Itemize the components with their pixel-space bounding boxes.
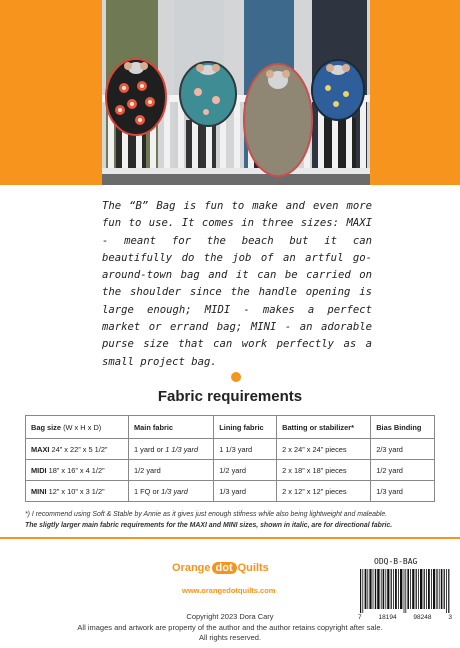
cell-batting: 2 x 18” x 18” pieces (277, 460, 371, 481)
header-main-fabric: Main fabric (129, 416, 214, 439)
main-fabric-directional: 1/3 yard (161, 486, 188, 496)
barcode-digit-group: 7 (358, 614, 362, 621)
main-fabric-value: 1/2 yard (134, 465, 161, 475)
barcode-digit-group: 98248 (413, 614, 432, 621)
copyright-notice (0, 612, 460, 644)
header-bag-size-sub: (W x H x D) (63, 422, 102, 432)
size-name: MAXI (31, 444, 50, 454)
copyright-rights-line: All images and artwork are property of the author and the author retains copyright after sale. (77, 622, 383, 632)
cell-bias: 1/2 yard (371, 460, 435, 481)
table-row (26, 481, 435, 502)
batting-footnote: *) I recommend using Soft & Stable by Annie as it gives just enough stifness while also being lightweight and maleable. (25, 511, 388, 518)
table-header-row (26, 416, 435, 439)
size-dims: 12” x 10” x 3 1/2” (48, 486, 105, 496)
cell-size (26, 481, 129, 502)
website-link[interactable]: www.orangedotquilts.com (182, 586, 276, 595)
directional-fabric-note: The sligtly larger main fabric requirements for the MAXI and MINI sizes, shown in italic, are for directional fabric. (25, 522, 393, 529)
cell-main (129, 439, 214, 460)
cell-size (26, 439, 129, 460)
main-fabric-directional: 1 1/3 yard (165, 444, 199, 454)
cell-bias: 2/3 yard (371, 439, 435, 460)
cell-batting: 2 x 12” x 12” pieces (277, 481, 371, 502)
fabric-requirements-title: Fabric requirements (157, 388, 303, 405)
cell-batting: 2 x 24” x 24” pieces (277, 439, 371, 460)
header-bag-size-label: Bag size (31, 422, 61, 432)
brand-logo (172, 562, 269, 574)
main-fabric-value: 1 FQ or (134, 486, 160, 496)
size-dims: 18” x 16” x 4 1/2” (48, 465, 105, 475)
product-photo (102, 0, 370, 185)
logo-word-orange: Orange (172, 562, 211, 574)
copyright-line: Copyright 2023 Dora Cary (186, 612, 274, 621)
logo-word-dot: dot (212, 562, 237, 574)
barcode-icon (360, 569, 450, 613)
size-name: MIDI (31, 465, 47, 475)
size-name: MINI (31, 486, 47, 496)
cell-lining: 1 1/3 yard (214, 439, 277, 460)
barcode-digit-group: 18194 (378, 614, 397, 621)
cell-bias: 1/3 yard (371, 481, 435, 502)
orange-divider-line (0, 537, 460, 539)
cell-size (26, 460, 129, 481)
header-batting: Batting or stabilizer* (277, 416, 371, 439)
size-dims: 24” x 22” x 5 1/2” (51, 444, 108, 454)
product-sku: ODQ-B-BAG (374, 557, 418, 566)
orange-band-left (0, 0, 102, 185)
orange-band-right (370, 0, 460, 185)
header-lining-fabric: Lining fabric (214, 416, 277, 439)
copyright-reserved-line: All rights reserved. (198, 633, 262, 642)
bag-description: The “B” Bag is fun to make and even more fun to use. It comes in three sizes: MAXI - meant for the beach but it can beautifully do the job of an artful go-around-town bag and it can be carried on the shoulder since the handle opening is large enough; MIDI - makes a perfect market or errand bag; MINI - an adorable purse size that can work perfectly as a small project bag. (102, 200, 372, 368)
cell-main (129, 481, 214, 502)
table-row (26, 439, 435, 460)
header-bias-binding: Bias Binding (371, 416, 435, 439)
logo-word-quilts: Quilts (237, 562, 269, 574)
main-fabric-value: 1 yard or (134, 444, 164, 454)
header-bag-size (26, 416, 129, 439)
barcode-digit-group: 3 (448, 614, 452, 621)
cell-main (129, 460, 214, 481)
orange-dot-divider (231, 372, 241, 382)
table-row (26, 460, 435, 481)
cell-lining: 1/2 yard (214, 460, 277, 481)
cell-lining: 1/3 yard (214, 481, 277, 502)
fabric-requirements-table (25, 415, 435, 502)
